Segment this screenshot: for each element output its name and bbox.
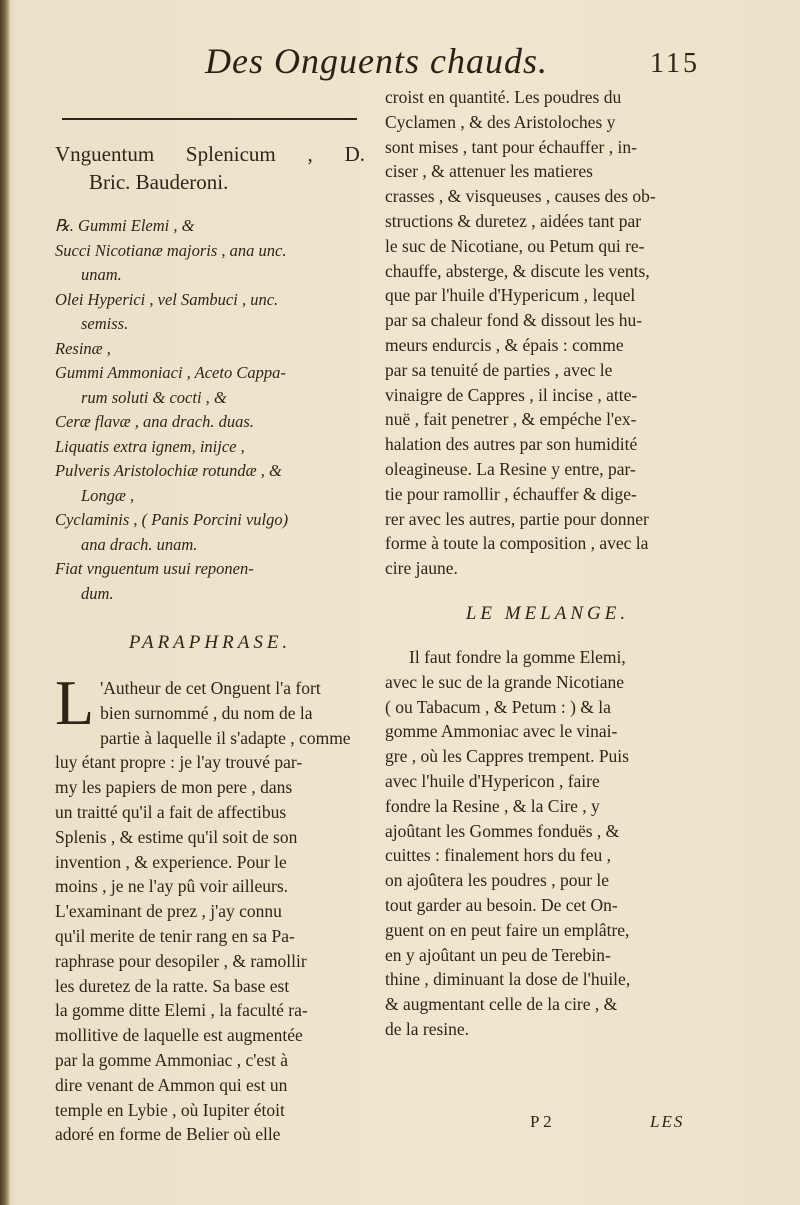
text-line: par la gomme Ammoniac , c'est à: [55, 1049, 289, 1070]
text-line: ciser , & attenuer les matieres: [385, 161, 593, 182]
text-line: halation des autres par son humidité: [385, 434, 638, 455]
text-line: rer avec les autres, partie pour donner: [385, 508, 649, 529]
melange-text: [385, 645, 710, 1042]
text-line: thine , diminuant la dose de l'huile,: [385, 969, 631, 990]
book-spine-shadow: [0, 0, 10, 1205]
text-line: avec l'huile d'Hypericon , faire: [385, 770, 600, 791]
text-line: 'Autheur de cet Onguent l'a fort: [100, 678, 321, 698]
recipe-title: [55, 140, 365, 196]
text-line: temple en Lybie , où Iupiter étoit: [55, 1099, 285, 1120]
text-line: mollitive de laquelle est augmentée: [55, 1025, 303, 1046]
text-line: un traitté qu'il a fait de affectibus: [55, 801, 287, 822]
text-line: tie pour ramollir , échauffer & dige-: [385, 483, 637, 504]
recipe-title-line: Vnguentum Splenicum , D.: [55, 142, 365, 166]
left-column: [55, 130, 365, 1147]
text-line: les duretez de la ratte. Sa base est: [55, 975, 290, 996]
text-line: on ajoûtera les poudres , pour le: [385, 870, 610, 891]
running-title: Des Onguents chauds.: [205, 41, 548, 81]
text-line: par sa chaleur fond & dissout les hu-: [385, 310, 643, 331]
text-line: tout garder au besoin. De cet On-: [385, 894, 618, 915]
text-line: cuittes : finalement hors du feu ,: [385, 845, 611, 866]
recipe-title-line: Bric. Bauderoni.: [89, 170, 229, 194]
ingredient-line: unam.: [81, 265, 122, 284]
text-line: raphrase pour desopiler , & ramollir: [55, 950, 307, 971]
text-line: forme à toute la composition , avec la: [385, 533, 649, 554]
ingredient-line: semiss.: [81, 314, 129, 333]
catchword: LES: [650, 1112, 685, 1131]
text-line: invention , & experience. Pour le: [55, 851, 287, 872]
text-line: guent on en peut faire un emplâtre,: [385, 919, 630, 940]
drop-cap: L: [55, 667, 95, 738]
ingredient-line: Succi Nicotianæ majoris , ana unc.: [55, 240, 287, 260]
ingredient-line: Gummi Ammoniaci , Aceto Cappa-: [55, 363, 286, 382]
text-line: ajoûtant les Gommes fonduës , &: [385, 820, 620, 841]
page-number: 115: [650, 48, 700, 79]
text-line: & augmentant celle de la cire , &: [385, 994, 618, 1015]
ingredients-list: [55, 214, 365, 606]
right-column: [385, 85, 710, 1042]
text-line: Il faut fondre la gomme Elemi,: [409, 646, 626, 667]
text-line: chauffe, absterge, & discute les vents,: [385, 260, 650, 281]
text-line: structions & duretez , aidées tant par: [385, 210, 642, 231]
ingredient-line: Liquatis extra ignem, inijce ,: [55, 436, 245, 456]
text-line: en y ajoûtant un peu de Terebin-: [385, 944, 611, 965]
header-rule: [62, 118, 357, 120]
text-line: bien surnommé , du nom de la: [100, 702, 313, 723]
text-line: que par l'huile d'Hypericum , lequel: [385, 285, 636, 306]
text-line: vinaigre de Cappres , il incise , atte-: [385, 384, 638, 405]
text-line: sont mises , tant pour échauffer , in-: [385, 136, 637, 157]
text-line: partie à laquelle il s'adapte , comme: [100, 727, 351, 748]
text-line: avec le suc de la grande Nicotiane: [385, 671, 625, 692]
ingredient-line: Olei Hyperici , vel Sambuci , unc.: [55, 289, 279, 309]
text-line: L'examinant de prez , j'ay connu: [55, 901, 282, 922]
text-line: qu'il merite de tenir rang en sa Pa-: [55, 925, 295, 946]
text-line: luy étant propre : je l'ay trouvé par-: [55, 752, 303, 773]
paraphrase-heading: PARAPHRASE.: [128, 632, 292, 653]
text-line: adoré en forme de Belier où elle: [55, 1124, 281, 1145]
text-line: la gomme ditte Elemi , la faculté ra-: [55, 1000, 308, 1021]
text-line: le suc de Nicotiane, ou Petum qui re-: [385, 235, 645, 256]
paraphrase-text: [55, 667, 365, 1147]
text-line: nuë , fait penetrer , & empéche l'ex-: [385, 409, 637, 430]
ingredient-line: Cyclaminis , ( Panis Porcini vulgo): [55, 510, 289, 529]
ingredient-line: dum.: [81, 583, 114, 603]
ingredient-line: Pulveris Aristolochiæ rotundæ , &: [55, 461, 282, 480]
ingredient-line: Fiat vnguentum usui reponen-: [55, 559, 254, 578]
text-line: fondre la Resine , & la Cire , y: [385, 795, 600, 816]
text-line: moins , je ne l'ay pû voir ailleurs.: [55, 876, 289, 897]
text-line: cire jaune.: [385, 558, 458, 579]
text-line: gre , où les Cappres trempent. Puis: [385, 746, 629, 767]
ingredient-line: Ceræ flavæ , ana drach. duas.: [55, 412, 254, 431]
ingredient-line: ℞. Gummi Elemi , &: [55, 216, 195, 235]
signature-mark: P 2: [530, 1112, 552, 1131]
text-line: de la resine.: [385, 1018, 470, 1039]
ingredient-line: rum soluti & cocti , &: [81, 387, 227, 407]
text-line: croist en quantité. Les poudres du: [385, 87, 622, 107]
text-line: Splenis , & estime qu'il soit de son: [55, 826, 298, 847]
text-line: ( ou Tabacum , & Petum : ) & la: [385, 696, 611, 717]
melange-heading: LE MELANGE.: [465, 602, 630, 624]
text-line: dire venant de Ammon qui est un: [55, 1074, 288, 1095]
ingredient-line: Resinæ ,: [55, 338, 111, 358]
text-line: Cyclamen , & des Aristoloches y: [385, 111, 616, 132]
ingredient-line: Longæ ,: [81, 485, 135, 505]
ingredient-line: ana drach. unam.: [81, 534, 198, 554]
text-line: my les papiers de mon pere , dans: [55, 777, 293, 798]
text-line: crasses , & visqueuses , causes des ob-: [385, 186, 656, 207]
text-line: meurs endurcis , & épais : comme: [385, 334, 624, 355]
text-line: oleagineuse. La Resine y entre, par-: [385, 458, 636, 479]
text-line: par sa tenuité de parties , avec le: [385, 359, 613, 380]
paraphrase-continuation: [385, 85, 710, 581]
text-line: gomme Ammoniac avec le vinai-: [385, 721, 618, 742]
